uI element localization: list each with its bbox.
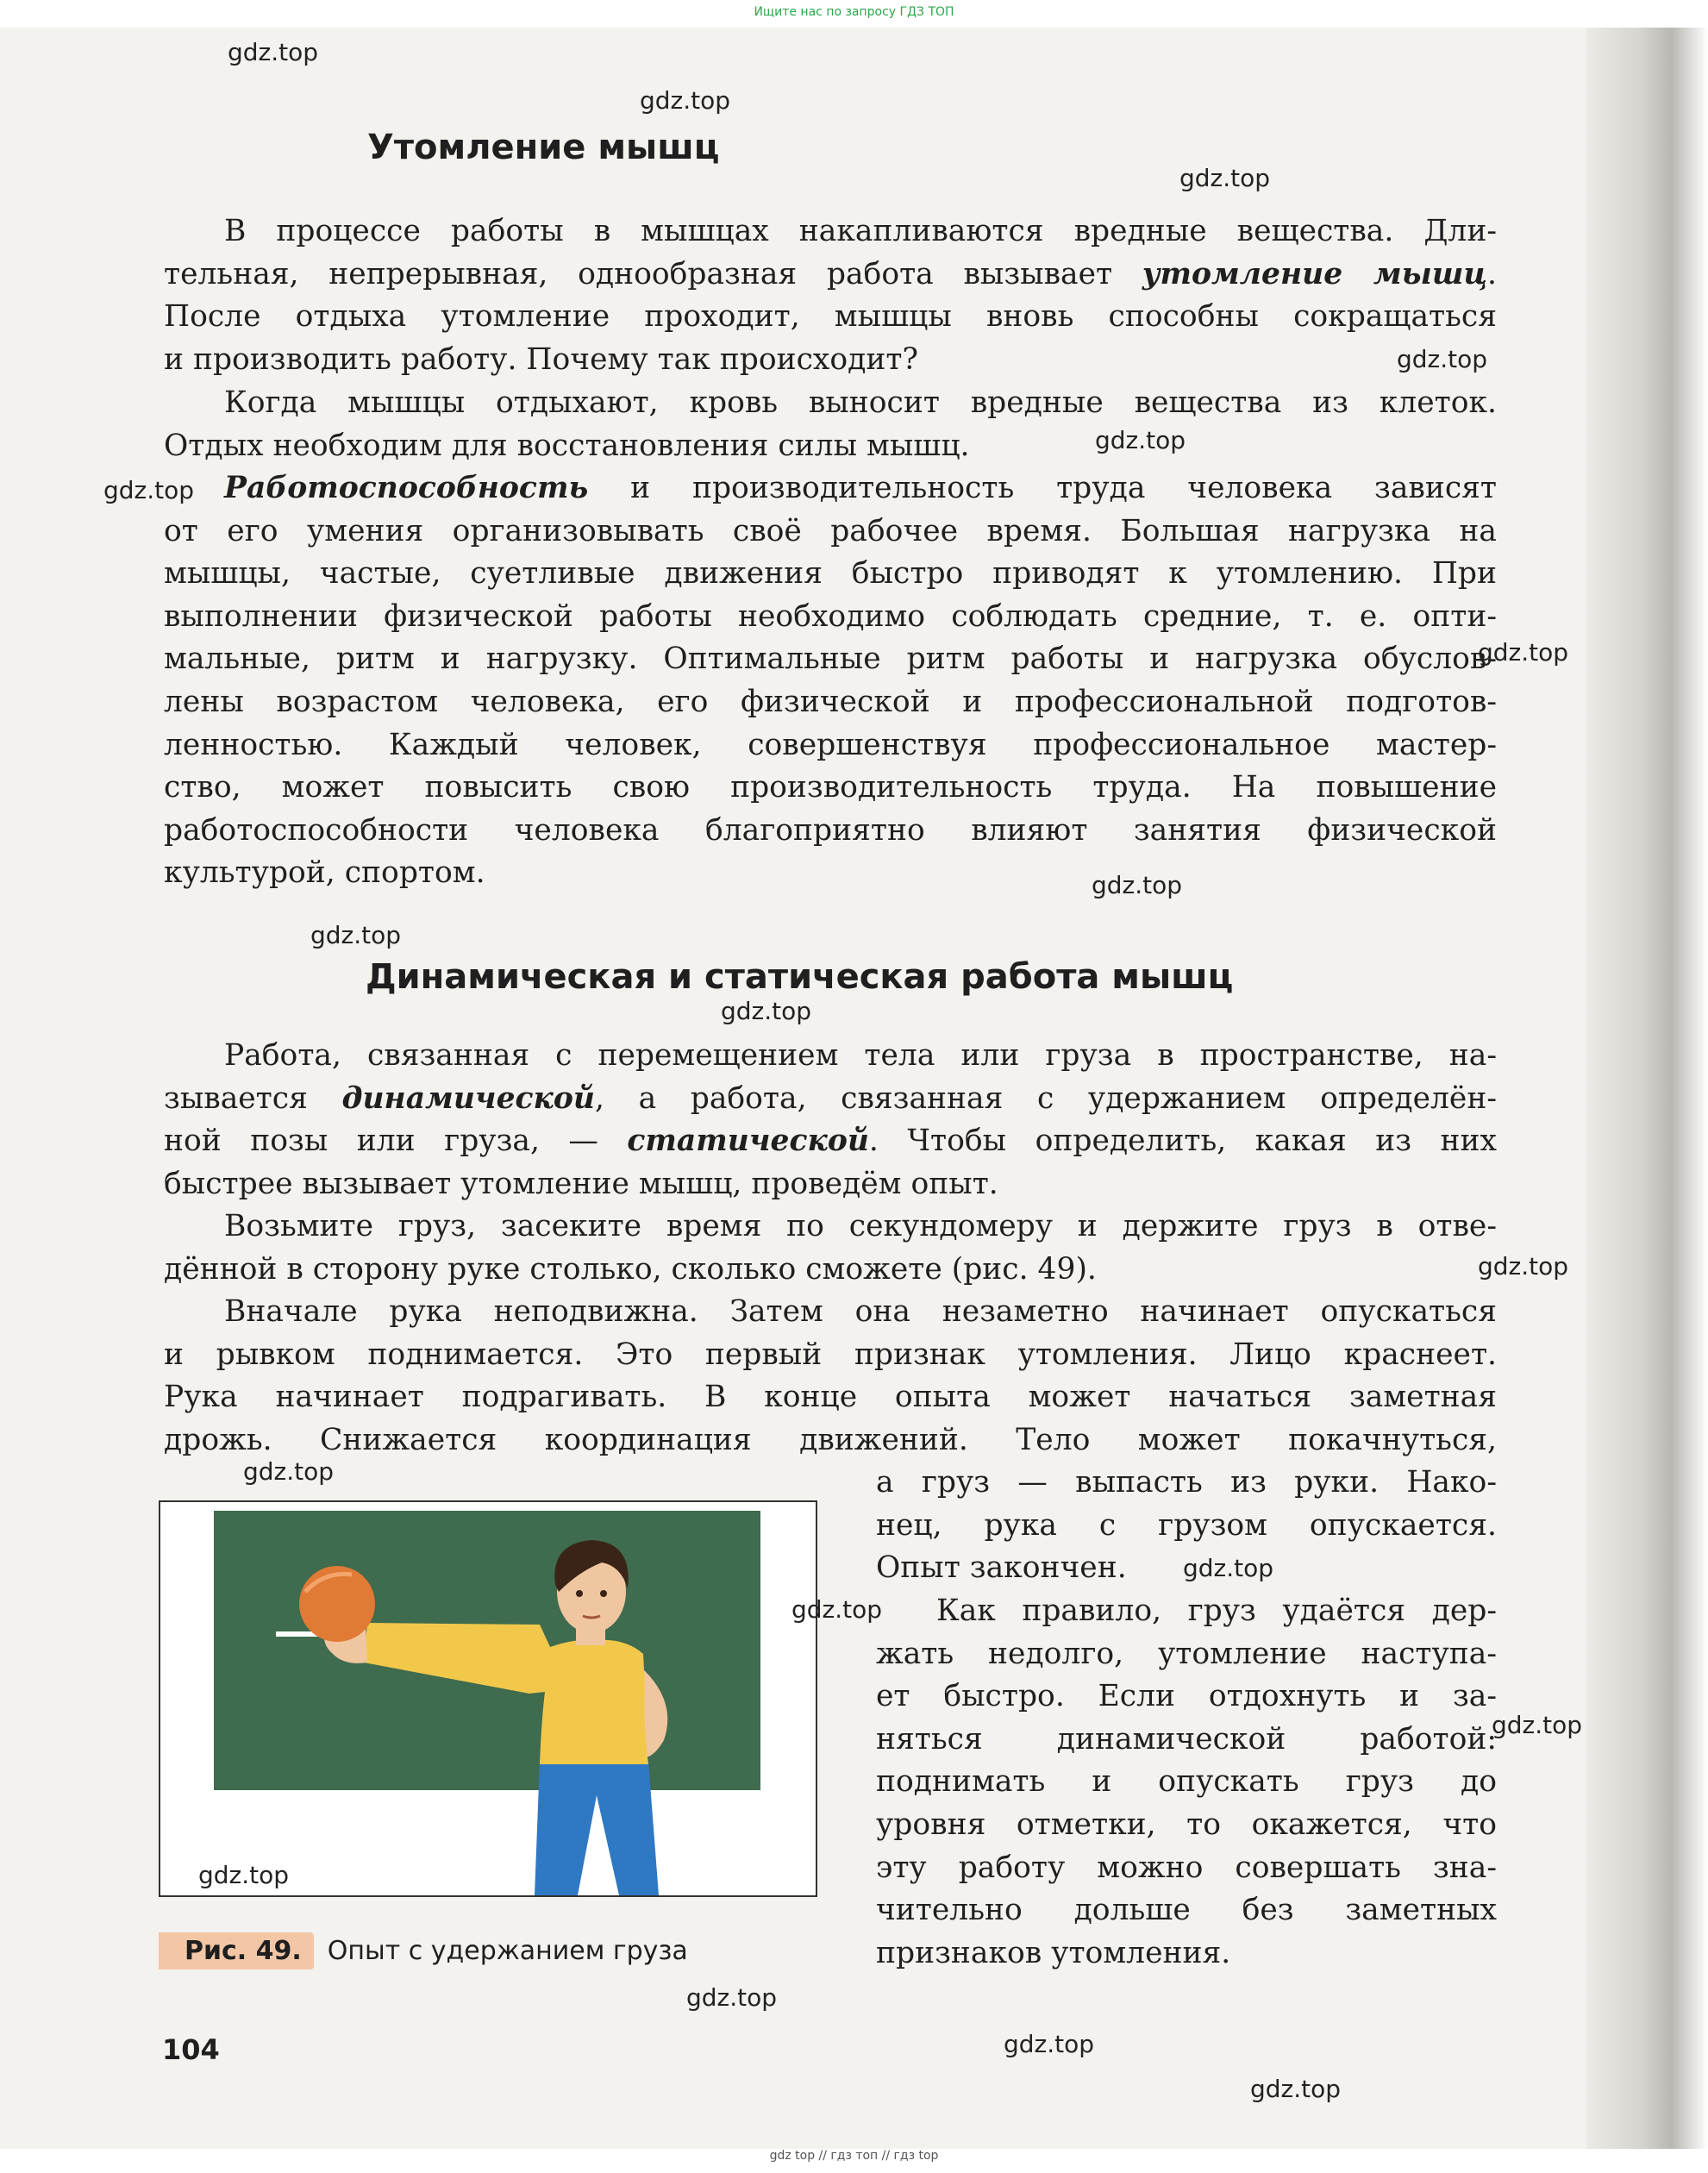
text-line: В процессе работы в мышцах накапливаются вредные вещества. Дли-: [224, 214, 1497, 248]
text-line: Как правило, груз удаётся дер-: [936, 1594, 1497, 1628]
figure-49-frame: [159, 1500, 817, 1897]
text-line: тельная, непрерывная, однообразная работа вызывает утомление мышц.: [164, 256, 1498, 291]
text-line: ет быстро. Если отдохнуть и за-: [876, 1679, 1497, 1714]
text-line: няться динамической работой:: [876, 1721, 1497, 1757]
watermark: gdz.top: [1478, 1252, 1569, 1281]
watermark: gdz.top: [1492, 1711, 1583, 1739]
text-line: жать недолго, утомление наступа-: [876, 1636, 1497, 1671]
section-title-fatigue: Утомление мышц: [367, 128, 720, 167]
watermark: gdz.top: [1092, 871, 1183, 899]
text-line: мышцы, частые, суетливые движения быстро приводят к утомлению. При: [164, 556, 1497, 592]
paragraph-fatigue-intro: [164, 210, 1497, 381]
weight-ball: [299, 1566, 375, 1642]
text-line: чительно дольше без заметных: [876, 1893, 1497, 1928]
text-line: культурой, спортом.: [164, 855, 485, 891]
text-line: уровня отметки, то окажется, что: [876, 1807, 1497, 1842]
watermark: gdz.top: [1183, 1554, 1274, 1582]
watermark: gdz.top: [791, 1595, 883, 1624]
text-line: нец, рука с грузом опускается.: [876, 1507, 1497, 1543]
boy-eye-left: [576, 1590, 583, 1597]
watermark: gdz.top: [243, 1457, 335, 1486]
term-work-capacity: Работоспособность: [224, 471, 589, 505]
text-line: эту работу можно совершать зна-: [876, 1850, 1497, 1885]
watermark: gdz.top: [1250, 2075, 1342, 2103]
watermark: gdz.top: [640, 86, 731, 115]
text-line: Когда мышцы отдыхают, кровь выносит вредные вещества из клеток.: [224, 385, 1497, 420]
figure-49-caption: [159, 1932, 688, 1969]
watermark: gdz.top: [310, 921, 402, 949]
text-line: ленностью. Каждый человек, совершенствуя профессиональное мастер-: [164, 727, 1497, 762]
text-line: Возьмите груз, засеките время по секундомеру и держите груз в отве-: [224, 1209, 1497, 1243]
text-line: ной позы или груза, — статической. Чтобы определить, какая из них: [164, 1124, 1497, 1159]
text-line: Рука начинает подрагивать. В конце опыта может начаться заметная: [164, 1380, 1497, 1415]
watermark: gdz.top: [1397, 345, 1488, 373]
watermark: gdz.top: [1478, 638, 1569, 667]
boy-eye-right: [600, 1590, 607, 1597]
text-line: дённой в сторону руке столько, сколько сможете (рис. 49).: [164, 1251, 1097, 1287]
paragraph-work-types: [164, 1035, 1497, 1205]
page-edge-shadow: [1586, 28, 1708, 2149]
text-line: После отдыха утомление проходит, мышцы вновь способны сокращаться: [164, 299, 1497, 335]
text-line: а груз — выпасть из руки. Нако-: [876, 1465, 1497, 1500]
text-line: Отдых необходим для восстановления силы мышц.: [164, 428, 970, 463]
bottom-banner: gdz top // гдз топ // гдз top: [769, 2149, 939, 2163]
term-muscle-fatigue: утомление мышц: [1142, 256, 1488, 291]
text-line: ство, может повысить свою производительность труда. На повышение: [164, 770, 1497, 805]
text-line: Вначале рука неподвижна. Затем она незаметно начинает опускаться: [224, 1294, 1497, 1329]
text-line: лены возрастом человека, его физической и профессиональной подготов-: [164, 684, 1497, 719]
text-line: работоспособности человека благоприятно влияют занятия физической: [164, 812, 1497, 848]
term-static: статической: [627, 1124, 869, 1159]
boy-jeans: [535, 1761, 659, 1895]
text-line: Опыт закончен.: [876, 1550, 1127, 1586]
paragraph-rest: [164, 382, 1497, 467]
watermark: gdz.top: [1095, 426, 1186, 454]
text-line: мальные, ритм и нагрузку. Оптимальные ритм работы и нагрузка обуслов-: [164, 642, 1497, 677]
watermark: gdz.top: [1004, 2030, 1095, 2058]
text-line: от его умения организовывать своё рабочее время. Большая нагрузка на: [164, 513, 1497, 548]
text-line: признаков утомления.: [876, 1935, 1231, 1970]
section-title-dynamic-static: Динамическая и статическая работа мышц: [366, 957, 1234, 997]
text-line: и рывком поднимается. Это первый признак утомления. Лицо краснеет.: [164, 1337, 1497, 1372]
text-line: дрожь. Снижается координация движений. Тело может покачнуться,: [164, 1422, 1497, 1457]
text-line: поднимать и опускать груз до: [876, 1764, 1497, 1800]
top-banner: Ищите нас по запросу ГДЗ ТОП: [754, 5, 954, 19]
watermark: gdz.top: [228, 38, 319, 66]
paragraph-work-capacity: [164, 467, 1497, 895]
watermark: gdz.top: [198, 1861, 290, 1889]
text-line: Работа, связанная с перемещением тела или груза в пространстве, на-: [224, 1038, 1497, 1073]
page-number: 104: [162, 2033, 220, 2066]
watermark: gdz.top: [686, 1983, 778, 2012]
watermark: gdz.top: [103, 476, 195, 504]
paragraph-experiment-observation: [164, 1291, 1497, 1462]
paragraph-conclusion: [876, 1590, 1497, 1975]
watermark: gdz.top: [721, 997, 812, 1025]
text-line: и производить работу. Почему так происходит?: [164, 341, 918, 377]
text-line: быстрее вызывает утомление мышц, проведём опыт.: [164, 1166, 998, 1201]
watermark: gdz.top: [1179, 164, 1271, 192]
figure-label: Рис. 49.: [159, 1932, 314, 1969]
figure-caption-text: Опыт с удержанием груза: [327, 1935, 688, 1966]
text-line: Работоспособность и производительность труда человека зависят: [224, 471, 1497, 505]
term-dynamic: динамической: [341, 1080, 595, 1116]
paragraph-experiment-setup: [164, 1205, 1497, 1291]
figure-49-illustration: [160, 1502, 816, 1895]
text-line: зывается динамической, а работа, связанная с удержанием определён-: [164, 1080, 1497, 1116]
text-line: выполнении физической работы необходимо соблюдать средние, т. е. опти-: [164, 598, 1497, 634]
